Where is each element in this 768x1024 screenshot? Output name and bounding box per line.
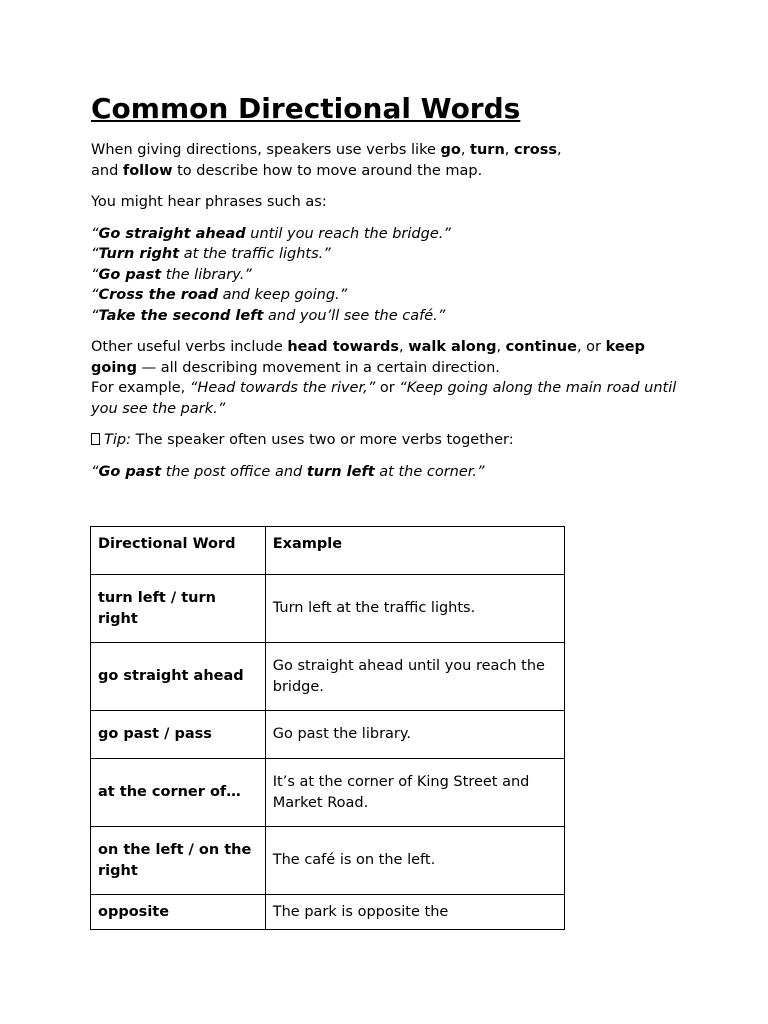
table-row (91, 827, 565, 895)
quote-mark: “ (91, 246, 99, 263)
phrase-rest: at the traffic lights.” (179, 246, 331, 263)
for-example-label: For example, (91, 380, 190, 397)
quote-mark: “ (91, 266, 99, 283)
example-cell: Turn left at the traffic lights. (265, 575, 564, 643)
phrase-verb: Turn right (98, 246, 180, 263)
punct: , (496, 339, 506, 356)
intro-text: When giving directions, speakers use verbs like (91, 142, 441, 158)
other-verbs-paragraph (91, 337, 691, 419)
directional-word-cell: turn left / turn right (91, 575, 266, 643)
phrase-rest: and keep going.” (218, 287, 348, 304)
directional-word-cell: on the left / on the right (91, 827, 266, 895)
example-verb-2: turn left (306, 463, 375, 480)
phrase-verb: Take the second left (98, 307, 264, 324)
table-row (91, 711, 565, 759)
hear-paragraph: You might hear phrases such as: (91, 194, 327, 210)
combined-example (91, 462, 691, 483)
directional-words-table (90, 526, 565, 930)
phrase-item (91, 306, 691, 327)
directional-word-cell: go past / pass (91, 711, 266, 759)
tip-label: Tip: (104, 432, 131, 449)
example-cell: Go straight ahead until you reach the bridge. (265, 643, 564, 711)
phrase-rest: until you reach the bridge.” (245, 225, 451, 242)
document-page (91, 92, 691, 482)
phrase-verb: Cross the road (98, 287, 218, 304)
verb-head-towards: head towards (287, 339, 399, 356)
intro-text-end: to describe how to move around the map. (172, 162, 483, 179)
other-text: Other useful verbs include (91, 339, 288, 356)
verb-go: go (440, 142, 461, 158)
directional-word-cell: at the corner of… (91, 759, 266, 827)
example-quote-2: “Keep going along the main road until you see the park.” (91, 380, 677, 417)
punct: , (460, 142, 471, 158)
punct: , (398, 339, 409, 356)
phrase-rest: the library.” (161, 266, 252, 283)
table-row (91, 643, 565, 711)
quote-mark: “ (91, 287, 99, 304)
punct: , or (576, 339, 606, 356)
quote-mark: “ (91, 463, 99, 480)
page-title: Common Directional Words (91, 92, 521, 125)
column-header: Example (265, 527, 564, 575)
table-header-row (91, 527, 565, 575)
table-row (91, 895, 565, 930)
example-cell: Go past the library. (265, 711, 564, 759)
column-header: Directional Word (91, 527, 266, 575)
tip-paragraph (91, 430, 691, 451)
punct: , (504, 142, 514, 158)
quote-mark: “ (91, 307, 99, 324)
tip-icon (91, 433, 100, 445)
verb-cross: cross (514, 142, 557, 158)
phrase-verb: Go straight ahead (98, 225, 246, 242)
phrase-verb: Go past (98, 266, 162, 283)
example-cell: The café is on the left. (265, 827, 564, 895)
table-row (91, 575, 565, 643)
verb-turn: turn (470, 142, 505, 158)
punct: , (556, 142, 562, 158)
verb-continue: continue (505, 339, 577, 356)
verb-follow: follow (122, 162, 173, 179)
phrase-item (91, 265, 691, 286)
example-quote-1: “Head towards the river,” (189, 380, 376, 397)
verb-walk-along: walk along (408, 339, 497, 356)
phrase-item (91, 285, 691, 306)
directional-word-cell: go straight ahead (91, 643, 266, 711)
example-middle: the post office and (161, 463, 307, 480)
example-end: at the corner.” (374, 463, 485, 480)
tip-text: The speaker often uses two or more verbs together: (130, 432, 514, 449)
phrase-rest: and you’ll see the café.” (263, 307, 446, 324)
phrase-item (91, 244, 691, 265)
quote-mark: “ (91, 225, 99, 242)
example-cell: It’s at the corner of King Street and Market Road. (265, 759, 564, 827)
phrase-list (91, 224, 691, 327)
verb-keep-going: keep going (91, 339, 645, 376)
example-verb-1: Go past (98, 463, 162, 480)
phrase-item (91, 224, 691, 245)
directional-word-cell: opposite (91, 895, 266, 930)
intro-and: and (91, 162, 123, 179)
intro-paragraph (91, 140, 691, 181)
or-text: or (375, 380, 400, 397)
other-text-end: — all describing movement in a certain direction. (137, 359, 500, 376)
table-row (91, 759, 565, 827)
example-cell: The park is opposite the (265, 895, 564, 930)
